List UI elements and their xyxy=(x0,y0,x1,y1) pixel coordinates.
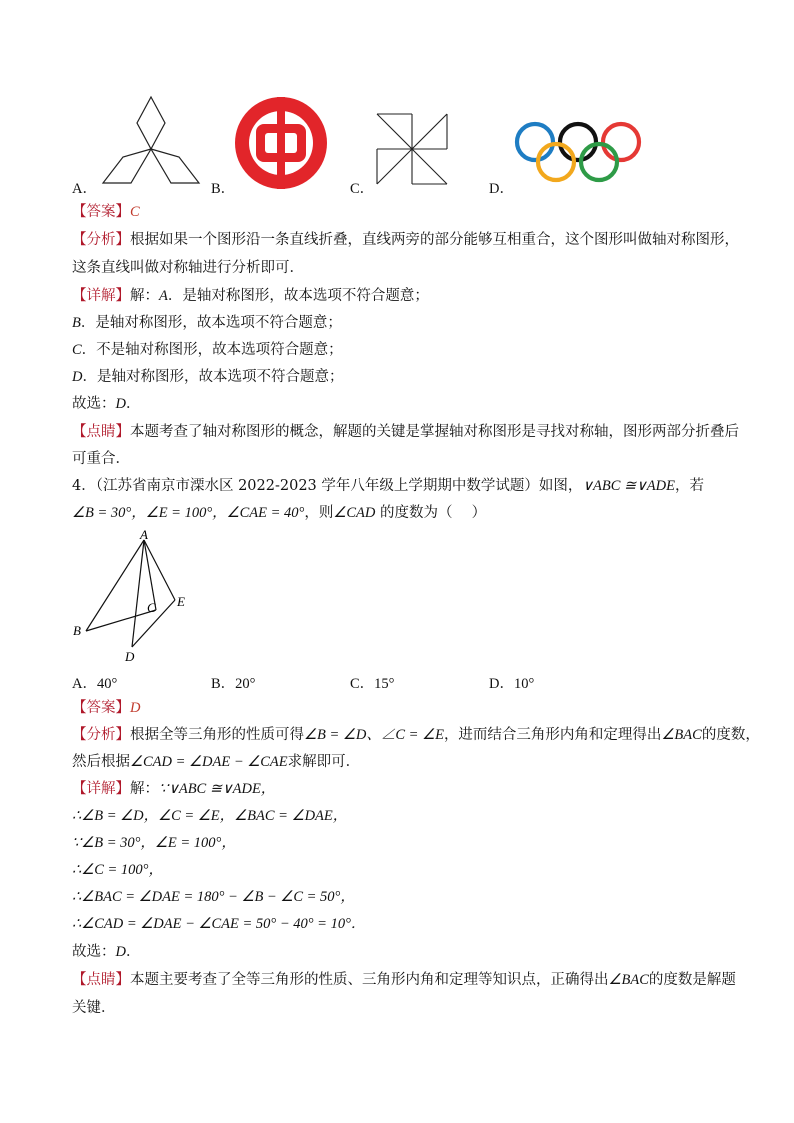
q4-comment-end: 的度数是解题 xyxy=(648,972,736,988)
q3-comment-line-2: 可重合． xyxy=(72,451,130,467)
q4-option-a-value: 40° xyxy=(96,676,118,692)
q4-analysis-end: 的度数， xyxy=(701,727,760,743)
q3-choose-end: ． xyxy=(125,396,141,412)
q4-stem-mid: ，则 xyxy=(304,505,334,521)
q4-stem-text: 4．（江苏省南京市溧水区 2022-2023 学年八年级上学期期中数学试题）如图， xyxy=(72,478,583,494)
q3-detail-line-2 xyxy=(72,313,732,333)
q4-answer-line xyxy=(72,698,732,718)
q3-choose-line xyxy=(72,394,732,414)
pinwheel-figure-icon xyxy=(375,112,449,186)
q4-option-d xyxy=(489,672,534,693)
vertex-label-c: C xyxy=(147,600,156,615)
q3-detail-option-d: D xyxy=(72,369,83,385)
q3-option-a-label: A． xyxy=(72,181,97,197)
q3-answer-line xyxy=(72,202,732,222)
q4-option-d-value: 10° xyxy=(513,676,535,692)
q3-detail-text-b: ．是轴对称图形，故本选项不符合题意； xyxy=(80,315,342,331)
q4-stem-line-1 xyxy=(72,476,732,496)
q4-comment-line-1 xyxy=(72,970,736,990)
q4-option-a xyxy=(72,672,117,693)
q4-choose-end: ． xyxy=(125,944,141,960)
q4-step-4: ∴∠C = 100°， xyxy=(72,862,163,878)
q3-comment-line-1 xyxy=(72,422,739,442)
q3-comment-text-1: 本题考查了轴对称图形的概念，解题的关键是掌握轴对称图形是寻找对称轴，图形两部分折叠后 xyxy=(130,424,739,440)
q4-analysis-math-2: ∠BAC xyxy=(661,727,702,743)
detail-tag: 【详解】 xyxy=(72,781,130,797)
q4-option-d-label: D． xyxy=(489,676,514,692)
q4-analysis-math-3: ∠CAD = ∠DAE − ∠CAE xyxy=(130,754,288,770)
q4-step-1: ∵∨ABC ≅∨ADE， xyxy=(159,781,276,797)
q4-option-a-label: A． xyxy=(72,676,97,692)
q4-analysis-line-2 xyxy=(72,752,732,772)
q3-detail-line-4 xyxy=(72,367,732,387)
comment-tag: 【点睛】 xyxy=(72,972,130,988)
q3-detail-option-a: A xyxy=(159,288,168,304)
q4-choose-prefix: 故选： xyxy=(72,944,116,960)
vertex-label-b: B xyxy=(73,623,81,638)
q4-stem-target-angle: ∠CAD xyxy=(333,505,376,521)
q4-stem-end: ，若 xyxy=(674,478,704,494)
q4-answer: D xyxy=(130,700,141,716)
q4-step-2: ∴∠B = ∠D，∠C = ∠E，∠BAC = ∠DAE， xyxy=(72,808,348,824)
mitsubishi-logo-icon xyxy=(95,95,207,187)
q4-step-5: ∴∠BAC = ∠DAE = 180° − ∠B − ∠C = 50°， xyxy=(72,889,355,905)
q3-choose-option: D xyxy=(115,396,126,412)
q4-detail-prefix: 解： xyxy=(130,781,159,797)
vertex-label-a: A xyxy=(140,528,148,542)
q3-detail-prefix: 解： xyxy=(130,288,159,304)
q4-option-c-value: 15° xyxy=(374,676,395,692)
q4-step-3: ∵∠B = 30°，∠E = 100°， xyxy=(72,835,236,851)
q4-step-6: ∴∠CAD = ∠DAE − ∠CAE = 50° − 40° = 10°． xyxy=(72,916,366,932)
q4-stem-given-angles: ∠B = 30°，∠E = 100°，∠CAE = 40° xyxy=(72,505,305,521)
bank-of-china-logo-icon xyxy=(234,96,328,190)
q3-detail-option-b: B xyxy=(72,315,81,331)
q4-analysis-text-1: 根据全等三角形的性质可得 xyxy=(130,727,304,743)
q4-stem-line-2 xyxy=(72,503,732,523)
answer-tag: 【答案】 xyxy=(72,700,130,716)
q4-option-b-label: B． xyxy=(211,676,236,692)
q4-comment-text-1: 本题主要考查了全等三角形的性质、三角形内角和定理等知识点，正确得出 xyxy=(130,972,609,988)
q4-analysis-mid: ，进而结合三角形内角和定理得出 xyxy=(443,727,662,743)
q3-option-d-label: D． xyxy=(489,181,514,197)
q4-option-c xyxy=(350,672,394,693)
q3-option-b-label: B． xyxy=(211,181,236,197)
analysis-tag: 【分析】 xyxy=(72,232,130,248)
q3-choose-prefix: 故选： xyxy=(72,396,116,412)
detail-tag: 【详解】 xyxy=(72,288,130,304)
vertex-label-e: E xyxy=(177,594,185,609)
analysis-tag: 【分析】 xyxy=(72,727,130,743)
q4-option-c-label: C． xyxy=(350,676,375,692)
q4-stem-congruence: ∨ABC ≅∨ADE xyxy=(582,478,675,494)
triangle-figure xyxy=(68,528,198,666)
olympic-rings-icon xyxy=(513,121,643,185)
q4-analysis-end-2: 求解即可． xyxy=(287,754,361,770)
q4-detail-line-1 xyxy=(72,779,732,799)
q3-detail-text-c: ．不是轴对称图形，故本选项符合题意； xyxy=(81,342,343,358)
q3-detail-text-d: ．是轴对称图形，故本选项不符合题意； xyxy=(82,369,344,385)
comment-tag: 【点睛】 xyxy=(72,424,130,440)
q4-option-b-value: 20° xyxy=(235,676,256,692)
q4-option-b xyxy=(211,672,255,693)
answer-tag: 【答案】 xyxy=(72,204,130,220)
q3-detail-text-a: ．是轴对称图形，故本选项不符合题意； xyxy=(167,288,429,304)
q4-analysis-text-2: 然后根据 xyxy=(72,754,130,770)
q3-answer: C xyxy=(130,204,140,220)
q3-analysis-text-1: 根据如果一个图形沿一条直线折叠，直线两旁的部分能够互相重合，这个图形叫做轴对称图形， xyxy=(130,232,739,248)
q3-detail-line-3 xyxy=(72,340,732,360)
q4-analysis-math-1: ∠B = ∠D、∠C = ∠E xyxy=(304,727,444,743)
q4-choose-line xyxy=(72,942,732,962)
q3-analysis-line-1 xyxy=(72,230,739,250)
q3-detail-line-1 xyxy=(72,286,732,306)
q4-analysis-line-1 xyxy=(72,725,760,745)
q3-analysis-line-2: 这条直线叫做对称轴进行分析即可． xyxy=(72,260,304,276)
vertex-label-d: D xyxy=(125,649,135,664)
q4-comment-line-2: 关键． xyxy=(72,1000,116,1016)
q4-comment-math: ∠BAC xyxy=(608,972,649,988)
q4-choose-option: D xyxy=(115,944,126,960)
q3-detail-option-c: C xyxy=(72,342,82,358)
q4-stem-question: 的度数为（ ） xyxy=(375,505,487,521)
q3-option-c-label: C． xyxy=(350,181,375,197)
